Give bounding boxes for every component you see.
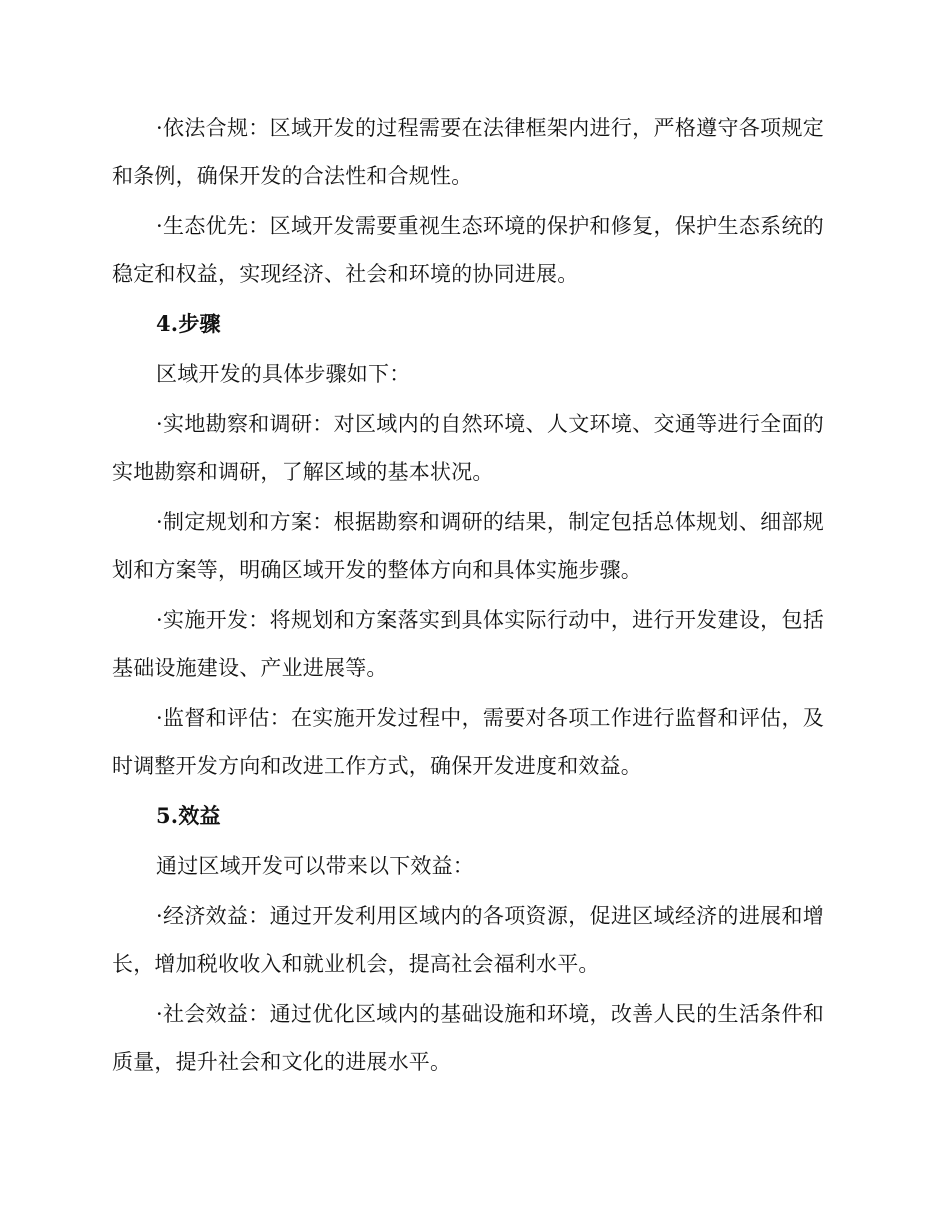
steps-intro: 区域开发的具体步骤如下： bbox=[156, 362, 411, 386]
bullet-survey: ·实地勘察和调研：对区域内的自然环境、人文环境、交通等进行全面的实地勘察和调研，了解区域的基本状况。 bbox=[112, 412, 824, 484]
bullet-social-benefit: ·社会效益：通过优化区域内的基础设施和环境，改善人民的生活条件和质量，提升社会和文化的进展水平。 bbox=[112, 1002, 824, 1074]
benefits-intro: 通过区域开发可以带来以下效益： bbox=[156, 854, 474, 878]
bullet-planning: ·制定规划和方案：根据勘察和调研的结果，制定包括总体规划、细部规划和方案等，明确区域开发的整体方向和具体实施步骤。 bbox=[112, 510, 824, 582]
bullet-supervision: ·监督和评估：在实施开发过程中，需要对各项工作进行监督和评估，及时调整开发方向和改进工作方式，确保开发进度和效益。 bbox=[112, 706, 824, 778]
bullet-legal-compliance: ·依法合规：区域开发的过程需要在法律框架内进行，严格遵守各项规定和条例，确保开发的合法性和合规性。 bbox=[112, 116, 824, 188]
bullet-ecology-first: ·生态优先：区域开发需要重视生态环境的保护和修复，保护生态系统的稳定和权益，实现经济、社会和环境的协同进展。 bbox=[112, 214, 824, 286]
document-body bbox=[112, 104, 824, 1086]
bullet-economic-benefit: ·经济效益：通过开发利用区域内的各项资源，促进区域经济的进展和增长，增加税收收入和就业机会，提高社会福利水平。 bbox=[112, 904, 824, 976]
bullet-implementation: ·实施开发：将规划和方案落实到具体实际行动中，进行开发建设，包括基础设施建设、产业进展等。 bbox=[112, 608, 824, 680]
section-heading-steps: 4.步骤 bbox=[156, 311, 221, 336]
section-heading-benefits: 5.效益 bbox=[156, 803, 221, 828]
